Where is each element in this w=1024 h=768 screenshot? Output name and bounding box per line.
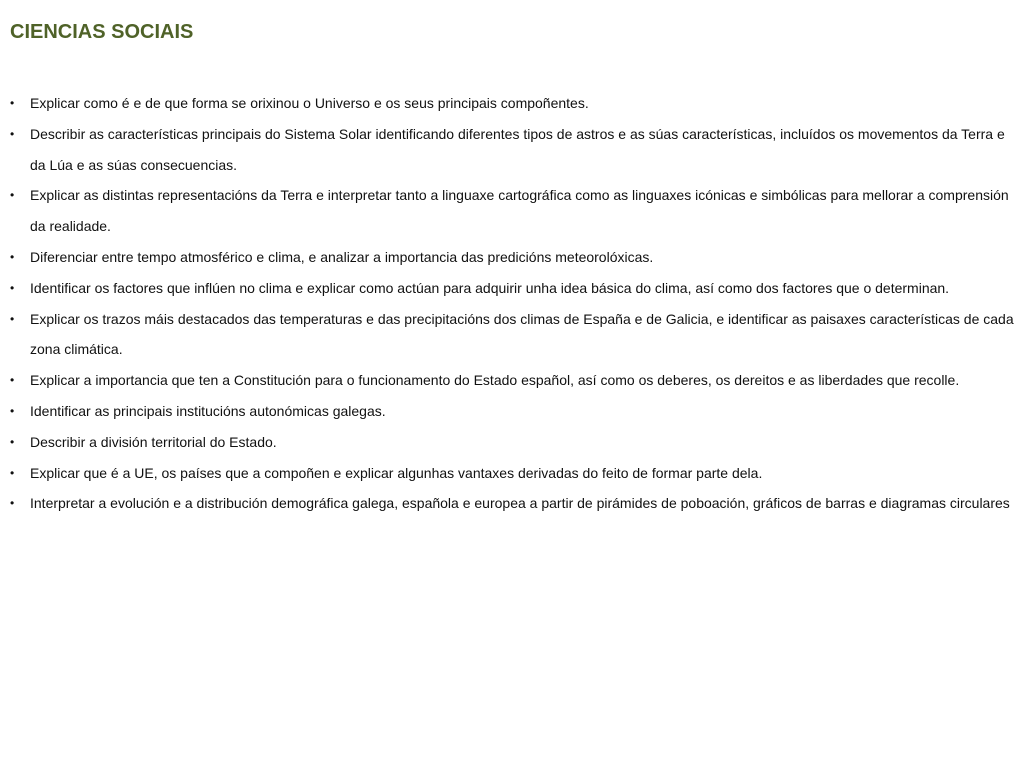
list-item-text: Identificar as principais institucións autonómicas galegas. bbox=[30, 402, 386, 419]
list-item bbox=[0, 180, 1016, 242]
bullet-marker: • bbox=[10, 465, 15, 480]
list-item bbox=[0, 458, 1016, 489]
bullet-marker: • bbox=[10, 373, 15, 388]
list-item-text: Describir a división territorial do Estado. bbox=[30, 433, 277, 450]
list-item-text: Explicar como é e de que forma se orixinou o Universo e os seus principais compoñentes. bbox=[30, 95, 589, 111]
list-item-text: Identificar os factores que inflúen no clima e explicar como actúan para adquirir unha idea básica do clima, así como dos factores que o determinan. bbox=[30, 279, 950, 296]
bullet-marker: • bbox=[10, 403, 15, 418]
bullet-marker: • bbox=[10, 280, 15, 295]
list-item-text: Explicar a importancia que ten a Constitución para o funcionamento do Estado español, así como os deberes, os dereitos e as liberdades que recolle. bbox=[30, 372, 960, 389]
list-item-text: Explicar os trazos máis destacados das temperaturas e das precipitacións dos climas de España e de Galicia, e identificar as paisaxes características de cada zona climática. bbox=[30, 310, 1014, 358]
bullet-marker: • bbox=[10, 96, 15, 110]
list-item-text: Interpretar a evolución e a distribución demográfica galega, española e europea a partir de pirámides de poboación, gráficos de barras e diagramas circulares bbox=[30, 495, 1010, 512]
list-item bbox=[0, 88, 1016, 119]
bullet-marker: • bbox=[10, 126, 15, 141]
list-item-text: Explicar as distintas representacións da Terra e interpretar tanto a linguaxe cartográfica como as linguaxes icónicas e simbólicas para mellorar a comprensión da realidade. bbox=[30, 187, 1009, 235]
bullet-marker: • bbox=[10, 496, 15, 511]
list-item bbox=[0, 488, 1016, 519]
list-item bbox=[0, 273, 1016, 304]
list-item bbox=[0, 242, 1016, 273]
list-item-text: Diferenciar entre tempo atmosférico e clima, e analizar a importancia das predicións meteorolóxicas. bbox=[30, 248, 654, 265]
list-item-text: Explicar que é a UE, os países que a compoñen e explicar algunhas vantaxes derivadas do feito de formar parte dela. bbox=[30, 464, 763, 481]
list-item bbox=[0, 304, 1016, 366]
bullet-marker: • bbox=[10, 434, 15, 449]
bullet-marker: • bbox=[10, 311, 15, 326]
list-item bbox=[0, 119, 1016, 181]
list-item bbox=[0, 365, 1016, 396]
list-item bbox=[0, 396, 1016, 427]
bullet-marker: • bbox=[10, 249, 15, 264]
bullet-marker: • bbox=[10, 188, 15, 203]
objectives-list bbox=[0, 88, 1016, 519]
list-item-text: Describir as características principais do Sistema Solar identificando diferentes tipos de astros e as súas características, incluídos os movementos da Terra e da Lúa e as súas consecuencias. bbox=[30, 125, 1005, 173]
list-item bbox=[0, 427, 1016, 458]
slide-title: CIENCIAS SOCIAIS bbox=[10, 21, 194, 43]
